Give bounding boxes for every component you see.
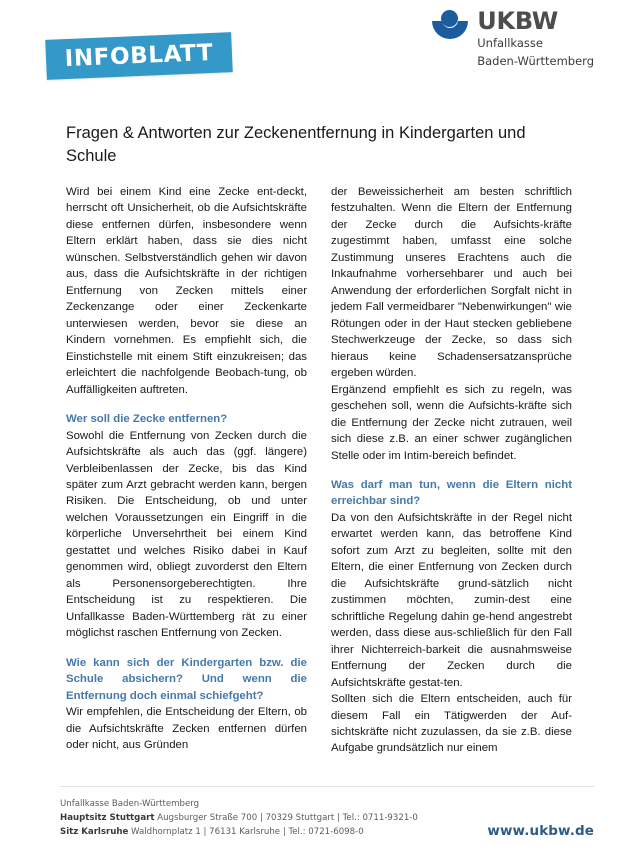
ukbw-logo-name: UKBW xyxy=(477,7,558,35)
page-title: Fragen & Antworten zur Zeckenentfernung in Kindergarten und Schule xyxy=(66,124,526,166)
right-paragraph-1: Da von den Aufsichtskräfte in der Regel nicht erwartet werden kann, das betroffene Kind sofort zum Arzt zu begleiten, sollte mit den Eltern, die einer Entfernung von Zecken durch die Aufsichtskräfte grund-sätzlich nicht zustimmen möchten, zumin-dest eine schriftliche Regelung dahin ge-hend angestrebt werden, dass diese aus-schließlich für den Fall ihrer Nichterreich-barkeit die ausnahmsweise Entfernung der Zecken durch die Aufsichtskräfte gestat-ten. xyxy=(331,511,572,689)
ukbw-logo xyxy=(432,9,594,68)
ukbw-logo-subtitle-line2: Baden-Württemberg xyxy=(477,53,594,68)
right-paragraph-next: Ergänzend empfiehlt es sich zu regeln, was geschehen soll, wenn die Aufsichts-kräfte sich die Entfernung der Zecke nicht zutrauen, weil sich diese z.B. an einer schwer zugänglichen Stelle oder im Intim-bereich befindet. xyxy=(331,383,572,462)
footer-headquarters-details: Augsburger Straße 700 | 70329 Stuttgart | Tel.: 0711-9321-0 xyxy=(157,813,418,824)
right-column xyxy=(331,184,572,786)
right-continued-paragraph: der Beweissicherheit am besten schriftlich festzuhalten. Wenn die Eltern der Entfernung der Zecke durch die Aufsichts-kräfte zugestimmt haben, umfasst eine solche Zustimmung unseres Erachtens auch die Inkaufnahme vorhersehbarer und auch bei Anwendung der erforderlichen Sorgfalt nicht in jedem Fall vermeidbarer "Nebenwirkungen" wie Rötungen oder in der Haut stecken gebliebene Stechwerkzeuge der Zecke, so dass sich hieraus keine Schadensersatzansprüche ergeben würden. xyxy=(331,186,572,380)
footer-organization: Unfallkasse Baden-Württemberg xyxy=(60,799,200,810)
page-header xyxy=(0,0,627,104)
left-paragraph-2: Wir empfehlen, die Entscheidung der Eltern, ob die Aufsichtskräfte Zecken entfernen dürfen oder nicht, aus Gründen xyxy=(66,706,307,751)
infoblatt-banner-label: INFOBLATT xyxy=(64,39,214,73)
left-intro-paragraph: Wird bei einem Kind eine Zecke ent-deckt, herrscht oft Unsicherheit, ob die Aufsichtskräfte diese entfernen dürfen, insbesondere wenn Eltern erklärt haben, dass sie dies nicht wünschen. Selbstverständlich gehen wir davon aus, dass die Aufsichtskräfte in der richtigen Entfernung von Zecken mittels einer Zeckenzange oder einer Zeckenkarte unterwiesen werden, bevor sie diese an Kindern vornehmen. Es empfiehlt sich, die Einstichstelle mit einem Stift einzukreisen; das erleichtert die nachfolgende Beobach-tung, ob Auffälligkeiten auftreten. xyxy=(66,186,307,396)
footer-branch-label: Sitz Karlsruhe xyxy=(60,827,129,838)
ukbw-logo-mark-icon xyxy=(432,10,468,44)
left-column xyxy=(66,184,307,786)
footer-headquarters-line xyxy=(60,812,418,826)
left-section-heading-2: Wie kann sich der Kindergarten bzw. die Schule absichern? Und wenn die Entfernung doch einmal schiefgeht? xyxy=(66,656,307,702)
footer-divider xyxy=(60,786,594,787)
infoblatt-banner xyxy=(45,32,233,80)
footer-address xyxy=(60,798,418,840)
left-section-heading-1: Wer soll die Zecke entfernen? xyxy=(66,413,228,426)
footer-headquarters-label: Hauptsitz Stuttgart xyxy=(60,813,155,824)
ukbw-logo-subtitle-line1: Unfallkasse xyxy=(477,36,543,50)
left-paragraph-1: Sowohl die Entfernung von Zecken durch die Aufsichtskräfte als auch das (ggf. längere) Verbleibenlassen der Zecke, bis das Kind später zum Arzt gebracht werden kann, bergen Risiken. Die Entscheidung, ob und unter welchen Voraussetzungen ein Eingriff in die körperliche Unversehrtheit bei einem Kind gestattet und welches Risiko dabei in Kauf genommen wird, obliegt zuvorderst den Eltern als Personensorgeberechtigten. Ihre Entscheidung ist zu respektieren. Die Unfallkasse Baden-Württemberg rät zu einer möglichst raschen Entfernung von Zecken. xyxy=(66,429,307,640)
page-footer xyxy=(60,786,594,840)
footer-website-url[interactable]: www.ukbw.de xyxy=(487,823,594,839)
right-paragraph-2: Sollten sich die Eltern entscheiden, auch für diesem Fall ein Tätigwerden der Auf-sichtskräfte nicht zuzulassen, da sie z.B. diese Aufgabe grundsätzlich nur einem xyxy=(331,693,572,755)
ukbw-logo-text xyxy=(477,9,594,68)
footer-branch-line xyxy=(60,826,418,840)
article-body xyxy=(66,184,575,786)
footer-branch-details: Waldhornplatz 1 | 76131 Karlsruhe | Tel.: 0721-6098-0 xyxy=(131,827,364,838)
right-section-heading-1: Was darf man tun, wenn die Eltern nicht erreichbar sind? xyxy=(331,478,572,508)
